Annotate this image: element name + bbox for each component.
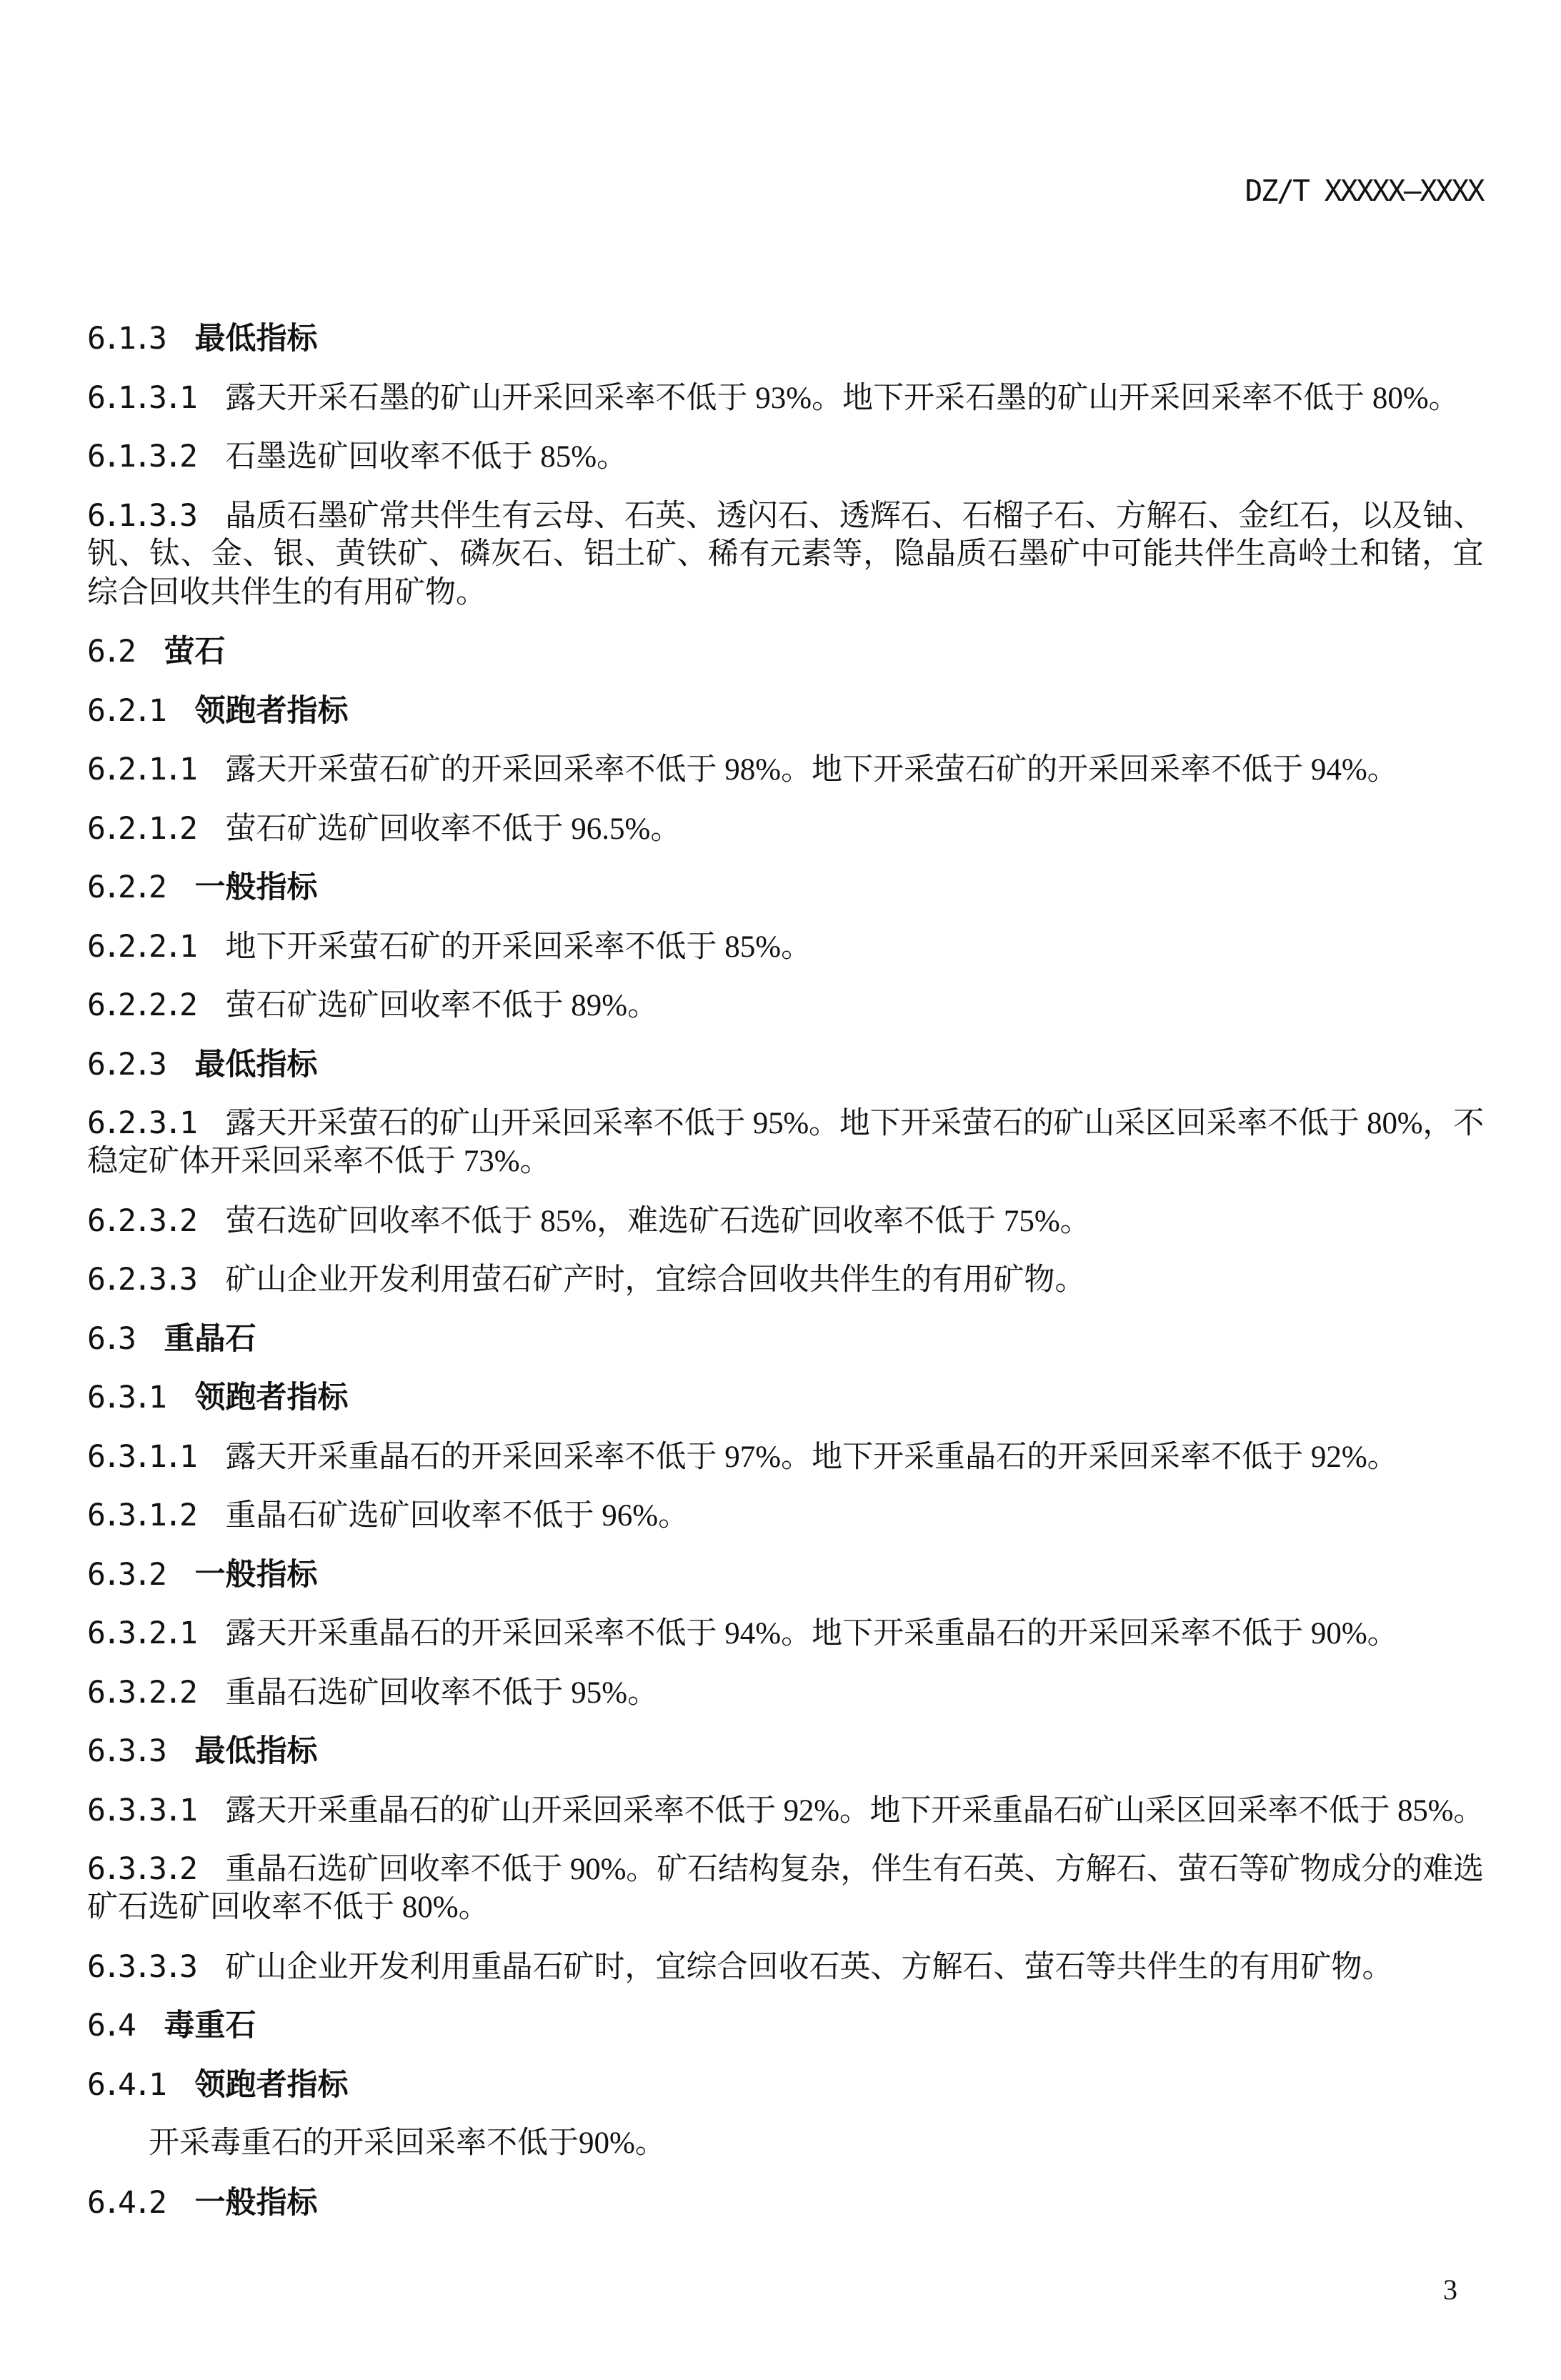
clause-text-line: 重晶石选矿回收率不低于 90%。矿石结构复杂，伴生有石英、方解石、萤石等矿物成分的难选 [225, 1853, 1484, 1886]
clause-number: 6.1.3.1 [87, 379, 195, 416]
clause-text: 露天开采重晶石的矿山开采回采率不低于 92%。地下开采重晶石矿山采区回采率不低于 85%。 [225, 1793, 1484, 1828]
clause-number: 6.3.1.2 [87, 1498, 195, 1533]
heading-6-2-2 [87, 868, 1484, 907]
heading-6-3 [87, 1320, 1484, 1358]
paragraph-text: 开采毒重石的开采回采率不低于90%。 [149, 2126, 666, 2160]
clause-number: 6.2.2.2 [87, 987, 195, 1023]
section-title: 最低指标 [194, 1046, 318, 1082]
section-title: 一般指标 [194, 870, 318, 905]
heading-6-2-3 [87, 1045, 1484, 1084]
clause-6-2-2-1 [87, 927, 1484, 966]
clause-6-3-3-2 [87, 1850, 1484, 1927]
clause-6-2-3-1 [87, 1104, 1484, 1181]
heading-6-1-3 [87, 319, 1484, 358]
clause-number: 6.3.1.1 [87, 1438, 195, 1475]
page-number: 3 [1443, 2274, 1457, 2306]
clause-text: 露天开采萤石矿的开采回采率不低于 98%。地下开采萤石矿的开采回采率不低于 94%。 [225, 753, 1398, 787]
clause-6-2-3-2 [87, 1202, 1484, 1240]
section-number: 6.4 [87, 2008, 134, 2043]
clause-number: 6.2.3.2 [87, 1203, 195, 1239]
clause-6-1-3-3 [87, 497, 1484, 612]
section-number: 6.4.1 [87, 2066, 164, 2103]
heading-6-3-2 [87, 1555, 1484, 1594]
clause-text-line: 晶质石墨矿常共伴生有云母、石英、透闪石、透辉石、石榴子石、方解石、金红石，以及铀、 [225, 499, 1484, 533]
section-number: 6.2 [87, 634, 134, 669]
heading-6-4-1 [87, 2066, 1484, 2104]
clause-number: 6.1.3.3 [87, 497, 195, 534]
heading-6-4-2 [87, 2184, 1484, 2222]
clause-text: 露天开采石墨的矿山开采回采率不低于 93%。地下开采石墨的矿山开采回采率不低于 80%。 [225, 381, 1460, 415]
section-title: 萤石 [164, 634, 226, 669]
clause-text: 矿山企业开发利用重晶石矿时，宜综合回收石英、方解石、萤石等共伴生的有用矿物。 [225, 1950, 1393, 1984]
clause-text: 萤石矿选矿回收率不低于 96.5%。 [225, 812, 682, 846]
section-number: 6.4.2 [87, 2184, 164, 2221]
clause-6-1-3-1 [87, 379, 1484, 417]
section-title: 一般指标 [194, 1556, 318, 1593]
clause-text: 萤石矿选矿回收率不低于 89%。 [225, 989, 659, 1022]
clause-text: 萤石选矿回收率不低于 85%，难选矿石选矿回收率不低于 75%。 [225, 1204, 1091, 1238]
clause-number: 6.2.1.1 [87, 752, 195, 787]
heading-6-3-1 [87, 1378, 1484, 1417]
section-title: 领跑者指标 [194, 692, 349, 729]
clause-text-line: 钒、钛、金、银、黄铁矿、磷灰石、铝土矿、稀有元素等，隐晶质石墨矿中可能共伴生高岭土和锗，宜 [87, 537, 1484, 571]
body-paragraph [87, 2124, 1484, 2163]
clause-number: 6.3.3.2 [87, 1851, 195, 1887]
clause-text: 露天开采重晶石的开采回采率不低于 94%。地下开采重晶石的开采回采率不低于 90%。 [225, 1617, 1398, 1650]
document-body [87, 319, 1484, 2242]
clause-6-2-1-2 [87, 810, 1484, 848]
section-title: 最低指标 [194, 321, 318, 357]
clause-number: 6.2.1.2 [87, 810, 195, 847]
section-number: 6.3 [87, 1320, 134, 1357]
clause-6-1-3-2 [87, 437, 1484, 476]
heading-6-2-1 [87, 692, 1484, 730]
clause-number: 6.2.2.1 [87, 928, 195, 965]
clause-6-3-2-1 [87, 1614, 1484, 1653]
clause-text-line: 露天开采萤石的矿山开采回采率不低于 95%。地下开采萤石的矿山采区回采率不低于 80%，不 [225, 1107, 1484, 1140]
clause-6-3-3-1 [87, 1791, 1484, 1830]
clause-text: 石墨选矿回收率不低于 85%。 [225, 440, 628, 474]
clause-6-3-1-2 [87, 1496, 1484, 1535]
section-title: 领跑者指标 [194, 1380, 349, 1415]
clause-number: 6.3.3.3 [87, 1948, 195, 1985]
section-number: 6.2.3 [87, 1046, 164, 1082]
section-title: 最低指标 [194, 1733, 318, 1769]
clause-text: 重晶石选矿回收率不低于 95%。 [225, 1676, 659, 1710]
section-number: 6.3.3 [87, 1733, 164, 1769]
section-title: 一般指标 [194, 2184, 318, 2221]
clause-text-line: 综合回收共伴生的有用矿物。 [87, 575, 487, 609]
clause-6-2-1-1 [87, 750, 1484, 789]
clause-text-line: 稳定矿体开采回采率不低于 73%。 [87, 1145, 551, 1178]
clause-text: 重晶石矿选矿回收率不低于 96%。 [225, 1499, 689, 1533]
section-number: 6.2.1 [87, 692, 164, 729]
clause-number: 6.3.3.1 [87, 1792, 195, 1828]
clause-6-3-3-3 [87, 1948, 1484, 1986]
clause-6-2-3-3 [87, 1260, 1484, 1299]
clause-text-line: 矿石选矿回收率不低于 80%。 [87, 1891, 489, 1924]
clause-6-2-2-2 [87, 986, 1484, 1025]
section-title: 毒重石 [164, 2008, 256, 2043]
clause-number: 6.2.3.3 [87, 1262, 195, 1298]
clause-number: 6.2.3.1 [87, 1105, 195, 1141]
section-number: 6.3.1 [87, 1380, 164, 1415]
clause-6-3-1-1 [87, 1438, 1484, 1476]
clause-text: 矿山企业开发利用萤石矿产时，宜综合回收共伴生的有用矿物。 [225, 1263, 1086, 1297]
section-title: 重晶石 [164, 1320, 256, 1357]
clause-number: 6.3.2.2 [87, 1674, 195, 1711]
clause-text: 露天开采重晶石的开采回采率不低于 97%。地下开采重晶石的开采回采率不低于 92%。 [225, 1440, 1398, 1474]
section-title: 领跑者指标 [194, 2066, 349, 2103]
clause-text: 地下开采萤石矿的开采回采率不低于 85%。 [225, 930, 812, 964]
document-code: DZ/T XXXXX—XXXX [1245, 174, 1483, 208]
heading-6-2 [87, 632, 1484, 671]
clause-number: 6.3.2.1 [87, 1615, 195, 1651]
heading-6-4 [87, 2006, 1484, 2045]
section-number: 6.2.2 [87, 870, 164, 905]
heading-6-3-3 [87, 1732, 1484, 1771]
section-number: 6.3.2 [87, 1556, 164, 1593]
clause-number: 6.1.3.2 [87, 439, 195, 474]
clause-6-3-2-2 [87, 1673, 1484, 1712]
section-number: 6.1.3 [87, 321, 164, 357]
